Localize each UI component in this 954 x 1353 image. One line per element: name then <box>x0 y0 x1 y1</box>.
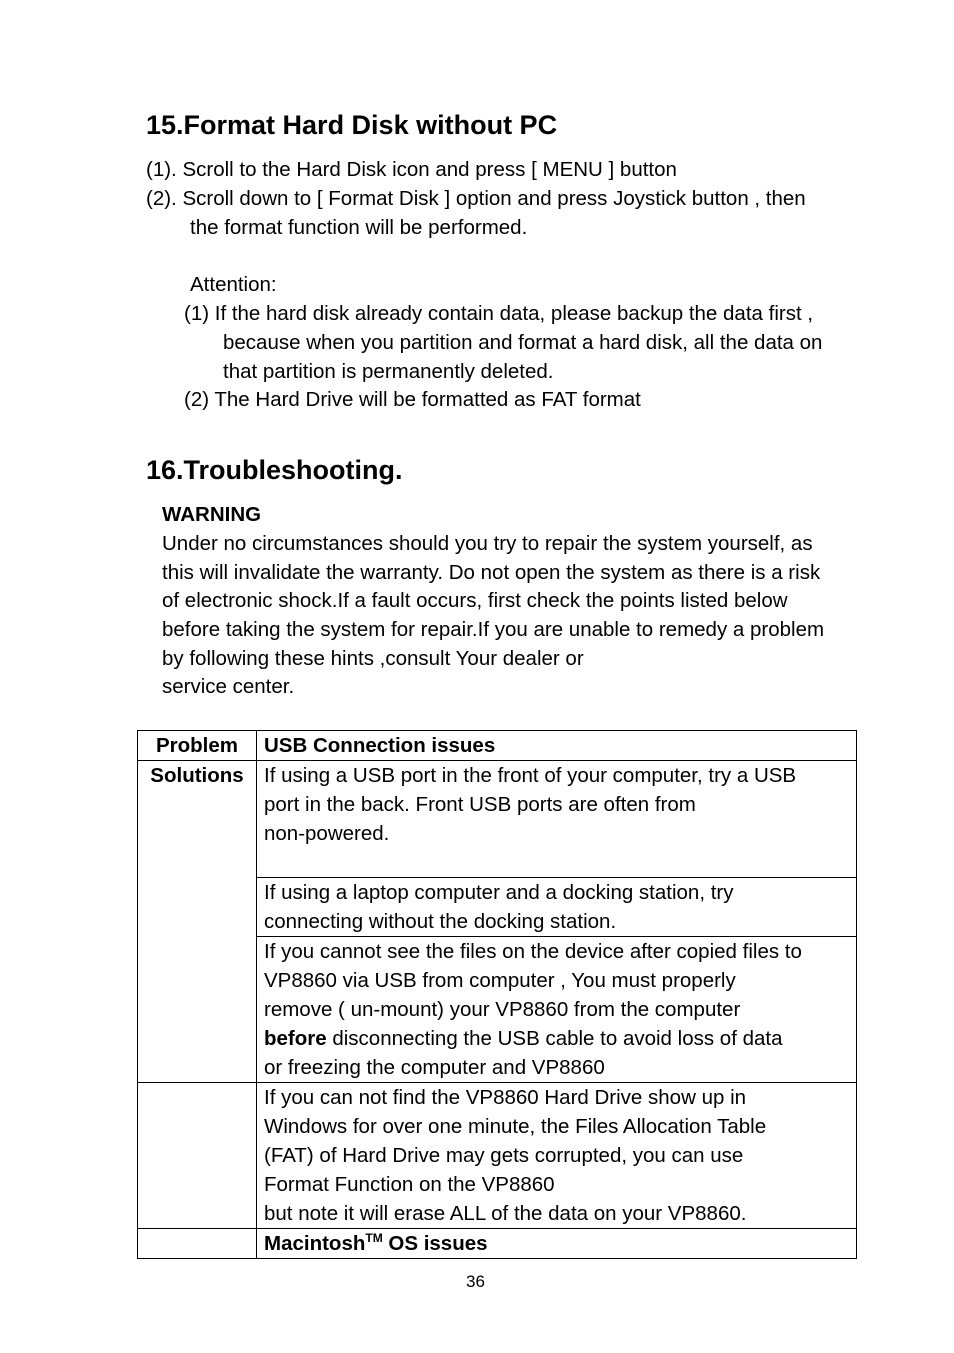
solution-2 <box>257 878 857 937</box>
troubleshooting-table <box>137 730 857 1259</box>
solution-3-line: VP8860 via USB from computer , You must properly <box>264 969 736 992</box>
warning-line-3: of electronic shock.If a fault occurs, first check the points listed below <box>162 589 788 612</box>
problem-label: Problem <box>138 731 257 761</box>
solution-1-line: non-powered. <box>264 822 390 845</box>
step-1: (1). Scroll to the Hard Disk icon and press [ MENU ] button <box>146 158 677 181</box>
warning-line-1: Under no circumstances should you try to repair the system yourself, as <box>162 532 813 555</box>
warning-label: WARNING <box>162 503 262 526</box>
macintosh-label: Macintosh <box>264 1232 366 1255</box>
solution-2-line: connecting without the docking station. <box>264 910 617 933</box>
attention-note-1-line-3: that partition is permanently deleted. <box>223 360 554 383</box>
macintosh-heading <box>257 1229 857 1259</box>
solution-1-line: If using a USB port in the front of your computer, try a USB <box>264 764 797 787</box>
before-emphasis: before <box>264 1027 327 1050</box>
empty-cell <box>138 1229 257 1259</box>
solution-3-text: disconnecting the USB cable to avoid loss of data <box>326 1027 783 1050</box>
solution-4-line: Format Function on the VP8860 <box>264 1173 555 1196</box>
warning-line-5: by following these hints ,consult Your dealer or <box>162 647 584 670</box>
solution-4-line: Windows for over one minute, the Files Allocation Table <box>264 1115 767 1138</box>
problem-value: USB Connection issues <box>257 731 857 761</box>
attention-note-2: (2) The Hard Drive will be formatted as FAT format <box>184 388 641 411</box>
attention-note-1: (1) If the hard disk already contain data, please backup the data first , <box>184 302 814 325</box>
solution-4-line: (FAT) of Hard Drive may gets corrupted, you can use <box>264 1144 744 1167</box>
table-row <box>138 1083 857 1229</box>
empty-cell <box>138 1083 257 1229</box>
page-number: 36 <box>466 1272 485 1291</box>
solution-2-line: If using a laptop computer and a docking station, try <box>264 881 734 904</box>
solution-3-line: remove ( un-mount) your VP8860 from the computer <box>264 998 741 1021</box>
attention-note-1-line-2: because when you partition and format a hard disk, all the data on <box>223 331 823 354</box>
solution-3-line: If you cannot see the files on the device after copied files to <box>264 940 802 963</box>
solution-1-line: port in the back. Front USB ports are often from <box>264 793 696 816</box>
trademark-superscript: TM <box>365 1231 383 1246</box>
step-2: (2). Scroll down to [ Format Disk ] option and press Joystick button , then <box>146 187 806 210</box>
section-15-title: 15.Format Hard Disk without PC <box>146 110 558 140</box>
solution-3-line: or freezing the computer and VP8860 <box>264 1056 605 1079</box>
warning-line-6: service center. <box>162 675 295 698</box>
macintosh-rest: OS issues <box>382 1232 488 1255</box>
table-row <box>138 731 857 761</box>
solutions-label: Solutions <box>138 761 257 1083</box>
solution-4 <box>257 1083 857 1229</box>
solution-3-line <box>264 1024 849 1053</box>
solution-1 <box>257 761 857 878</box>
warning-line-4: before taking the system for repair.If you are unable to remedy a problem <box>162 618 825 641</box>
attention-label: Attention: <box>190 273 277 296</box>
section-16-title: 16.Troubleshooting. <box>146 455 403 485</box>
table-row <box>138 761 857 878</box>
solution-3 <box>257 937 857 1083</box>
solution-4-line: but note it will erase ALL of the data on your VP8860. <box>264 1202 747 1225</box>
step-2-continued: the format function will be performed. <box>190 216 528 239</box>
table-row <box>138 1229 857 1259</box>
warning-line-2: this will invalidate the warranty. Do not open the system as there is a risk <box>162 561 821 584</box>
solution-4-line: If you can not find the VP8860 Hard Drive show up in <box>264 1086 747 1109</box>
